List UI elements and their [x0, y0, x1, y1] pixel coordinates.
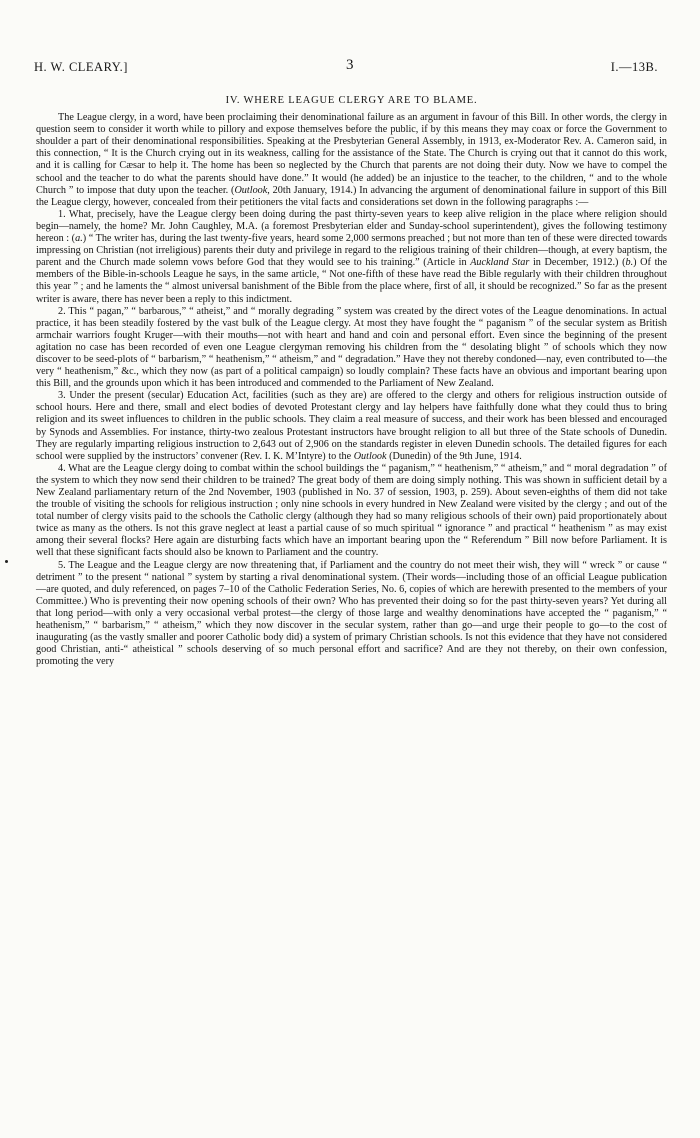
section-heading: IV. WHERE LEAGUE CLERGY ARE TO BLAME. [225, 95, 478, 106]
paragraph-3 [36, 390, 667, 463]
p3-text-1: 3. Under the present (secular) Education Act, facilities (such as they are) are offered to the clergy and others for religious instruction outside of school hours. Here and there, small and elect bodies of devoted Protestant clergy and lay helpers have faithfully done what they could thus to bring religion and its sweet influences to children in the public schools. They claim a real measure of success, and their work has been blessed and encouraged by Synods and Assemblies. For instance, thirty-two zealous Protestant instructors have brought religion to all but three of the State schools of Dunedin. They are regularly imparting religious instruction to 2,643 out of 2,906 on the standards register in eleven Dunedin schools. The detailed figures for each school were supplied by the instructors’ convener (Rev. I. K. M’Intyre) to the [36, 390, 667, 462]
intro-source: Outlook [234, 184, 268, 196]
document-body [36, 95, 667, 668]
paragraph-2: 2. This “ pagan,” “ barbarous,” “ atheist,” and “ morally degrading ” system was created by the direct votes of the League denominations. In actual practice, it has been steadily fostered by the vast bulk of the League clergy. At most they have fought the “ paganism ” of the secular system as British armchair warriors fought Kruger—with their mouths—not with heart and hand and coin and personal effort. Even since the beginning of the present agitation no case has been recorded of even one League clergyman removing his children from the “ desolating blight ” of schools which they now discover to be seed-plots of “ barbarism,” “ heathenism,” “ atheism,” and “ degradation.” Have they not thereby condoned—nay, even contributed to—the very “ heathenism,” &c., which they now (as part of a political campaign) so loudly complain? These facts have an obvious and important bearing upon this Bill, and the grounds upon which it has been introduced and commended to the Parliament of New Zealand. [36, 305, 667, 390]
paragraph-1 [36, 209, 667, 306]
p3-source: Outlook [353, 450, 387, 462]
intro-text-2: , 20th January, 1914.) In advancing the argument of denominational failure in support of this Bill the League clergy, however, concealed from their petitioners the vital facts and considerations set down in the following paragraphs :— [36, 184, 667, 208]
intro-text-1: The League clergy, in a word, have been proclaiming their denominational failure as an argument in favour of this Bill. In other words, the clergy in question seem to consider it worth while to pillory and expose themselves before the public, if by this means they may coax or force the Government to shoulder a part of their denominational responsibilities. Speaking at the Presbyterian General Assembly, in 1913, ex-Moderator Rev. A. Cameron said, in this connection, “ It is the Church crying out in its weakness, calling for the assistance of the State. The Church is crying out that it cannot do this work, and it is calling for Cæsar to help it. The home has been so neglected by the Church that parents are not doing their duty. Now we have to compel the school and the teacher to do what the parents should have done.” It would (he added) be an injustice to the teacher, to the children, “ and to the whole Church ” to impose that duty upon the teacher. ( [36, 112, 667, 196]
margin-speck [5, 560, 8, 563]
paragraph-4: 4. What are the League clergy doing to combat within the school buildings the “ paganism,” “ heathenism,” “ atheism,” and “ moral degradation ” of the system to which they now send their children to be trained? The great body of them are doing simply nothing. This was shown in sufficient detail by a New Zealand parliamentary return of the 2nd November, 1903 (published in No. 37 of session, 1903, p. 259). About seven-eighths of them did not take the trouble of visiting the schools for religious instruction ; only nine schools in every hundred in New Zealand were visited by the clergy ; and out of the total number of clergy visits paid to the schools the Catholic clergy (although they had so many religious schools of their own) paid proportionately about twice as many as the others. Is not this grave neglect at least a partial cause of so much spiritual “ ignorance ” and practical “ heathenism ” as may exist among their several flocks? Here again are disturbing facts which have an important bearing upon the “ Referendum ” Bill now before Parliament. It is well that these significant facts should also be known to Parliament and the country. [36, 462, 667, 559]
intro-paragraph [36, 112, 667, 209]
p3-text-2: (Dunedin) of the 9th June, 1914. [386, 450, 522, 462]
p1-text-4: ) Of the members of the Bible-in-schools League he says, in the same article, “ Not one-fifth of these have read the Bible regularly with their children throughout this year ” ; and he laments the “ almost universal banishment of the Bible from the place where, first of all, it should be recognized.” So far as the present writer is aware, there has never been a reply to this indictment. [36, 257, 668, 305]
p1-label-b: b. [625, 257, 634, 269]
page-number: 3 [346, 57, 354, 73]
p1-text-1: 1. What, precisely, have the League clergy been doing during the past thirty-seven years to keep alive religion in the place where religion should begin—namely, the home? Mr. John Caughley, M.A. (a foremost Presbyterian elder and Sunday-school superintendent), gives the following testimony hereon : ( [36, 208, 667, 245]
p1-text-3: in December, 1912.) ( [529, 257, 626, 269]
p1-paper: Auckland Star [470, 257, 530, 269]
paper-reference: I.—13B. [610, 60, 658, 74]
running-head-author: H. W. CLEARY.] [34, 60, 128, 74]
p1-text-2: ) “ The writer has, during the last twenty-five years, heard some 2,000 sermons preached ; but not more than ten of these were directed towards impressing on Christian (not irreligious) parents their duty and privilege in regard to the religious training of their children—though, at every baptism, the parent and the Church made solemn vows before God that they would see to his training.” (Article in [36, 233, 668, 269]
p1-label-a: a. [75, 233, 83, 245]
paragraph-5: 5. The League and the League clergy are now threatening that, if Parliament and the country do not meet their wish, they will “ wreck ” or cause “ detriment ” to the present “ national ” system by starting a rival denominational system. (Their words—including those of an official League publication—are quoted, and duly referenced, on pages 7–10 of the Catholic Federation Series, No. 6, copies of which are herewith presented to the members of your Committee.) Who is preventing their now opening schools of their own? Who has prevented their doing so for the past thirty-seven years? Yet during all that long period—with only a very occasional verbal protest—the clergy of those large and wealthy denominations have accepted the “ paganism,” “ heathenism,” “ barbarism,” “ atheism,” which they now discover in the secular system, rather than go—and urge their people to go—to the cost of inaugurating (as the vastly smaller and poorer Catholic body did) a system of primary Christian schools. Is not this evidence that they have not considered good Christian, anti-“ atheistical ” schools deserving of so much personal effort and sacrifice? And are they not thereby, on their own confession, promoting the very [36, 559, 667, 668]
